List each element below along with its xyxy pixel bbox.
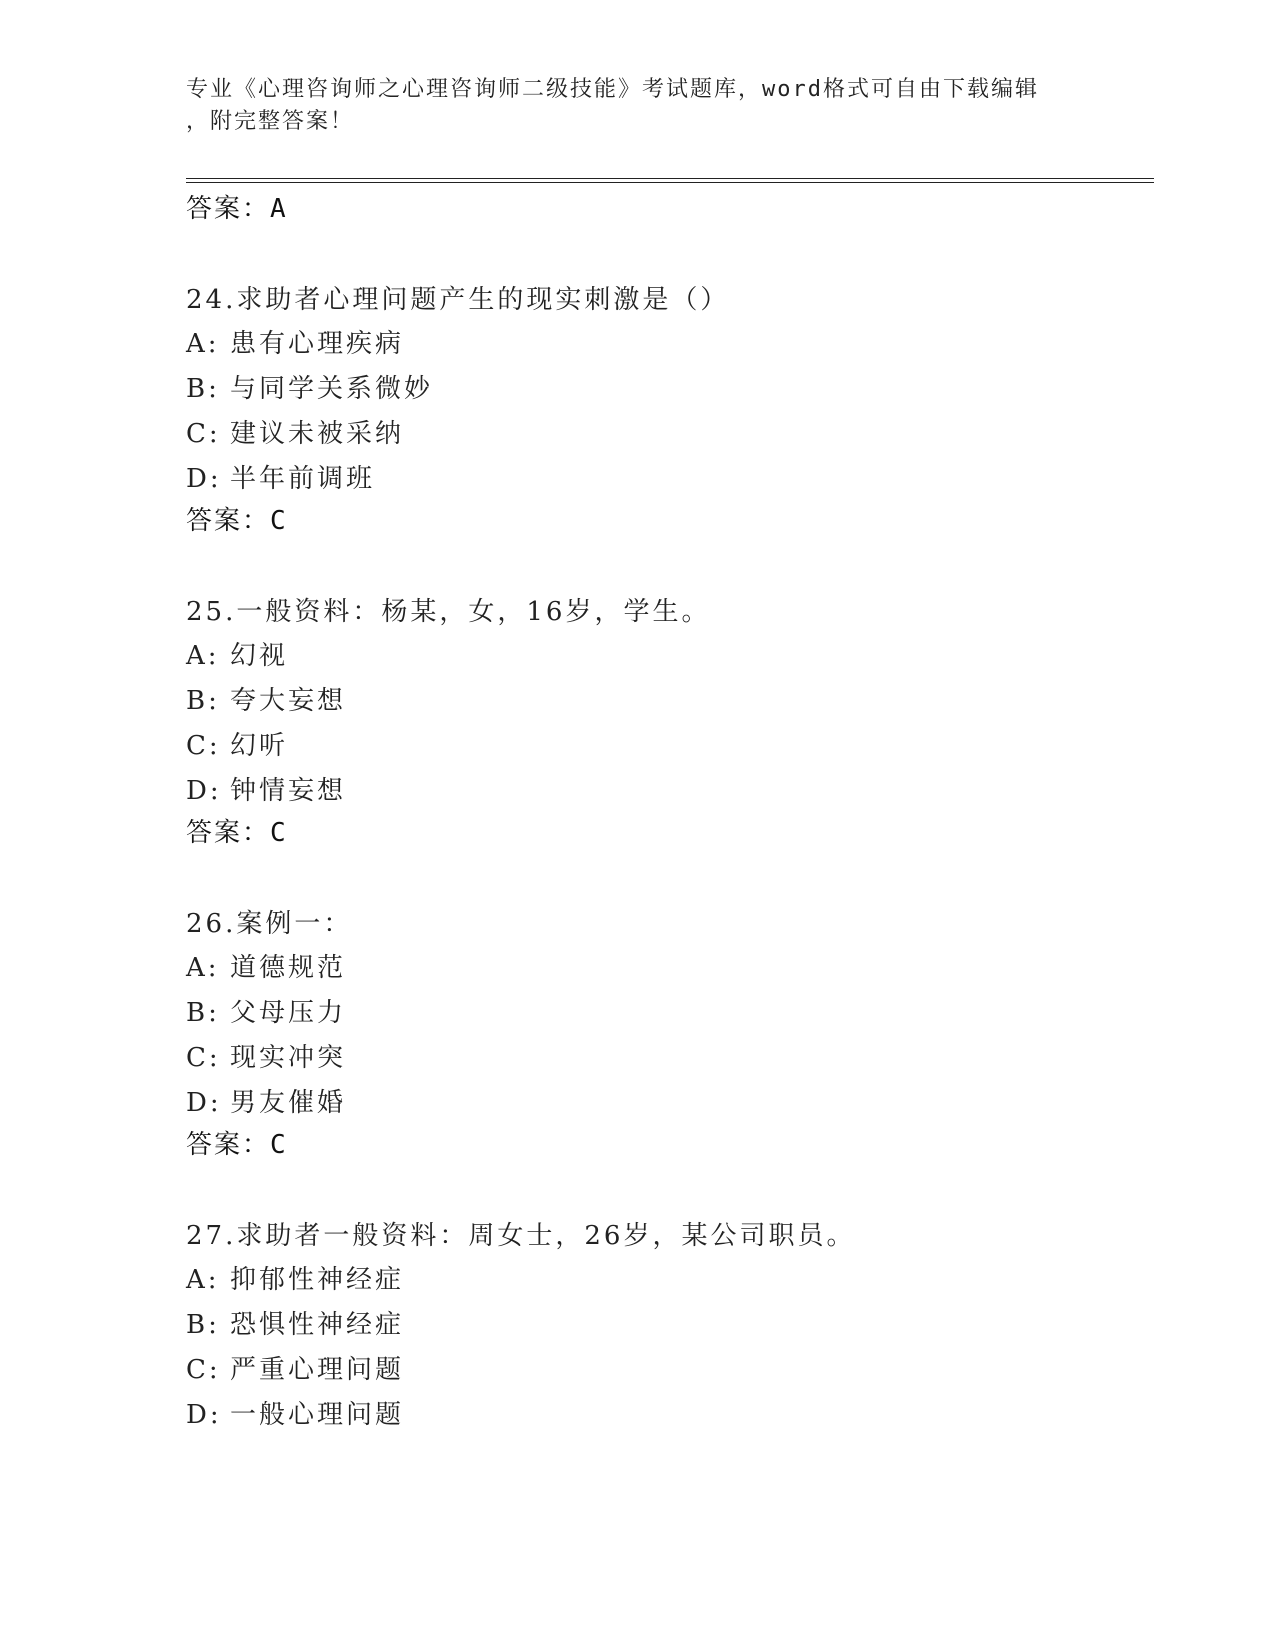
option-d [186, 1393, 1146, 1438]
option-text: 钟情妄想 [230, 776, 347, 806]
option-key: A: [186, 1265, 220, 1295]
option-a [186, 946, 1146, 991]
spacer [186, 228, 1146, 278]
option-a [186, 322, 1146, 367]
answer-label: 答案： [186, 194, 271, 224]
question-25 [186, 590, 1146, 852]
question-number: 25. [186, 597, 237, 627]
option-text: 半年前调班 [230, 464, 376, 494]
answer-label: 答案： [186, 1130, 271, 1160]
option-d [186, 457, 1146, 502]
question-24 [186, 278, 1146, 540]
answer-value: C [270, 506, 288, 536]
header-line-2: ，附完整答案！ [186, 109, 355, 134]
option-b [186, 367, 1146, 412]
option-text: 男友催婚 [230, 1088, 347, 1118]
question-title [186, 902, 1146, 946]
option-d [186, 769, 1146, 814]
answer-line [186, 502, 1146, 540]
option-key: B: [186, 686, 220, 716]
option-b [186, 991, 1146, 1036]
option-key: D: [186, 464, 222, 494]
option-text: 道德规范 [230, 953, 347, 983]
option-text: 父母压力 [230, 998, 347, 1028]
spacer [186, 852, 1146, 902]
answer-line [186, 1126, 1146, 1164]
option-key: D: [186, 1088, 222, 1118]
question-27 [186, 1214, 1146, 1438]
option-text: 抑郁性神经症 [230, 1265, 405, 1295]
option-text: 患有心理疾病 [230, 329, 405, 359]
question-number: 27. [186, 1221, 237, 1251]
option-key: B: [186, 1310, 220, 1340]
option-a [186, 634, 1146, 679]
option-d [186, 1081, 1146, 1126]
option-key: C: [186, 1355, 221, 1385]
question-list [186, 190, 1146, 1438]
option-b [186, 1303, 1146, 1348]
option-key: C: [186, 731, 221, 761]
option-text: 夸大妄想 [230, 686, 347, 716]
option-text: 一般心理问题 [230, 1400, 405, 1430]
option-text: 恐惧性神经症 [230, 1310, 405, 1340]
answer-line [186, 814, 1146, 852]
option-text: 幻视 [230, 641, 289, 671]
header-divider [186, 178, 1154, 183]
option-key: D: [186, 1400, 222, 1430]
document-header [186, 74, 1066, 138]
option-text: 现实冲突 [230, 1043, 347, 1073]
answer-value: C [270, 818, 288, 848]
answer-value: C [270, 1130, 288, 1160]
option-key: C: [186, 1043, 221, 1073]
question-text: 求助者心理问题产生的现实刺激是（） [236, 285, 730, 315]
option-c [186, 412, 1146, 457]
question-title [186, 1214, 1146, 1258]
answer-line [186, 190, 1146, 228]
option-key: D: [186, 776, 222, 806]
answer-value: A [270, 194, 288, 224]
question-text: 案例一： [236, 909, 353, 939]
question-title [186, 278, 1146, 322]
option-key: A: [186, 953, 220, 983]
question-title [186, 590, 1146, 634]
option-a [186, 1258, 1146, 1303]
question-text: 求助者一般资料：周女士，26岁，某公司职员。 [236, 1221, 856, 1251]
option-key: B: [186, 374, 220, 404]
header-line-1: 专业《心理咨询师之心理咨询师二级技能》考试题库，word格式可自由下载编辑 [186, 77, 1039, 102]
question-text: 一般资料：杨某，女，16岁，学生。 [236, 597, 711, 627]
option-text: 与同学关系微妙 [230, 374, 434, 404]
option-b [186, 679, 1146, 724]
spacer [186, 1164, 1146, 1214]
option-c [186, 1036, 1146, 1081]
option-text: 建议未被采纳 [230, 419, 405, 449]
option-key: B: [186, 998, 220, 1028]
answer-label: 答案： [186, 506, 271, 536]
question-number: 26. [186, 909, 237, 939]
option-key: A: [186, 641, 220, 671]
option-key: C: [186, 419, 221, 449]
answer-label: 答案： [186, 818, 271, 848]
option-c [186, 1348, 1146, 1393]
spacer [186, 540, 1146, 590]
question-26 [186, 902, 1146, 1164]
option-text: 严重心理问题 [230, 1355, 405, 1385]
question-number: 24. [186, 285, 237, 315]
option-text: 幻听 [230, 731, 289, 761]
option-key: A: [186, 329, 220, 359]
option-c [186, 724, 1146, 769]
